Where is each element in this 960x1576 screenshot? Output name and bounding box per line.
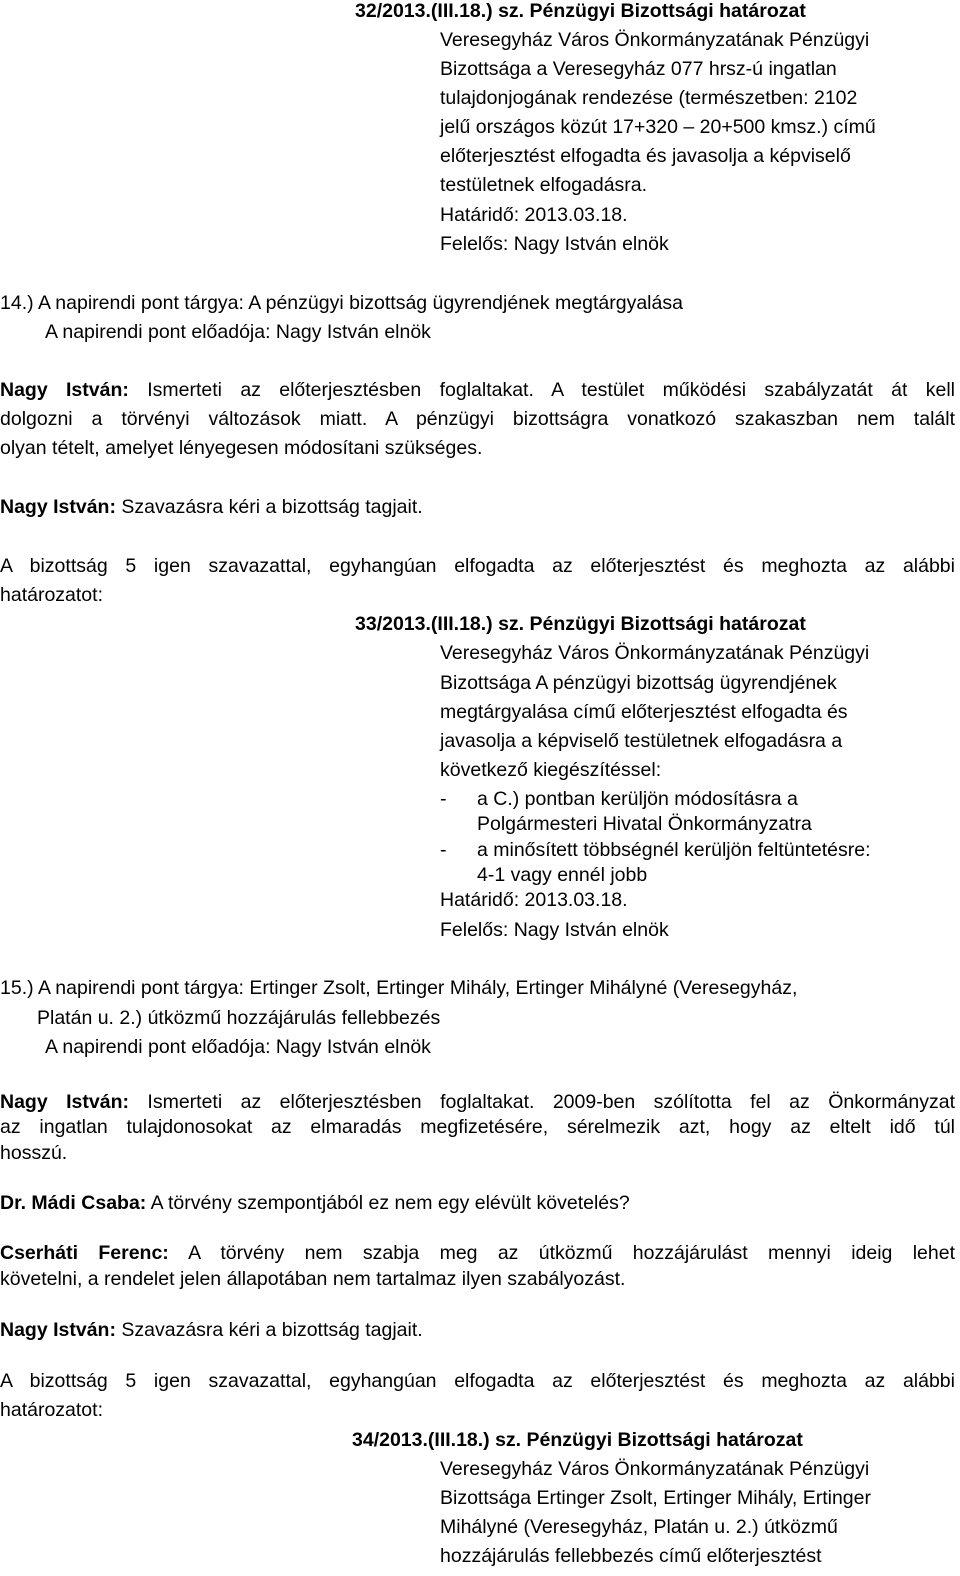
speaker-name: Nagy István: <box>0 1091 129 1113</box>
resolution-line: Mihályné (Veresegyház, Platán u. 2.) útközmű <box>440 1516 838 1538</box>
bullet-text: Polgármesteri Hivatal Önkormányzatra <box>477 813 812 835</box>
resolution-number: 33/2013.(III.18.) sz. <box>355 613 525 635</box>
speaker-paragraph <box>0 1240 955 1266</box>
paragraph-text: Ismerteti az előterjesztésben foglaltakat. 2009-ben szólította fel az Önkormányzat <box>147 1091 956 1113</box>
resolution-line: Veresegyház Város Önkormányzatának Pénzügyi <box>440 1458 870 1480</box>
resolution-line: Bizottsága Ertinger Zsolt, Ertinger Mihály, Ertinger <box>440 1487 871 1509</box>
speaker-name: Dr. Mádi Csaba: <box>0 1192 147 1214</box>
speaker-name: Nagy István: <box>0 1319 116 1341</box>
speaker-name: Nagy István: <box>0 496 116 518</box>
paragraph-line: az ingatlan tulajdonosokat az elmaradás megfizetésére, sérelmezik azt, hogy az eltelt idő túl <box>0 1116 955 1138</box>
paragraph-text: Szavazásra kéri a bizottság tagjait. <box>121 496 423 518</box>
vote-text: határozatot: <box>0 1399 103 1421</box>
agenda-item-subject: 14.) A napirendi pont tárgya: A pénzügyi bizottság ügyrendjének megtárgyalása <box>0 292 683 314</box>
resolution-title: Pénzügyi Bizottsági határozat <box>526 1429 803 1451</box>
resolution-line: következő kiegészítéssel: <box>440 759 662 781</box>
bullet-text: 4-1 vagy ennél jobb <box>477 864 648 886</box>
speaker-paragraph <box>0 1089 955 1115</box>
speaker-paragraph <box>0 1190 630 1216</box>
agenda-item-presenter: A napirendi pont előadója: Nagy István elnök <box>45 321 431 343</box>
resolution-line: megtárgyalása című előterjesztést elfogadta és <box>440 701 848 723</box>
bullet-dash: - <box>440 788 447 810</box>
resolution-title: Pénzügyi Bizottsági határozat <box>529 0 806 22</box>
resolution-heading <box>355 611 806 637</box>
resolution-heading <box>352 1427 803 1453</box>
agenda-item-subject: Platán u. 2.) útközmű hozzájárulás fellebbezés <box>37 1007 441 1029</box>
resolution-line: Bizottsága A pénzügyi bizottság ügyrendjének <box>440 672 837 694</box>
paragraph-text: Szavazásra kéri a bizottság tagjait. <box>121 1319 423 1341</box>
paragraph-text: Ismerteti az előterjesztésben foglaltakat. A testület működési szabályzatát át kell <box>147 379 956 401</box>
resolution-deadline: Határidő: 2013.03.18. <box>440 204 628 226</box>
resolution-deadline: Határidő: 2013.03.18. <box>440 889 628 911</box>
resolution-line: tulajdonjogának rendezése (természetben: 2102 <box>440 87 858 109</box>
resolution-line: Veresegyház Város Önkormányzatának Pénzügyi <box>440 642 870 664</box>
resolution-title: Pénzügyi Bizottsági határozat <box>529 613 806 635</box>
bullet-text: a minősített többségnél kerüljön feltüntetésre: <box>477 839 871 861</box>
resolution-line: előterjesztést elfogadta és javasolja a képviselő <box>440 145 851 167</box>
paragraph-line: dolgozni a törvényi változások miatt. A pénzügyi bizottságra vonatkozó szakaszban nem talált <box>0 408 955 430</box>
vote-text: A bizottság 5 igen szavazattal, egyhangúan elfogadta az előterjesztést és meghozta az alábbi <box>0 555 955 577</box>
paragraph-line: olyan tételt, amelyet lényegesen módosítani szükséges. <box>0 437 483 459</box>
bullet-dash: - <box>440 839 447 861</box>
speaker-name: Nagy István: <box>0 379 129 401</box>
resolution-heading <box>355 0 806 24</box>
speaker-paragraph <box>0 377 955 403</box>
resolution-line: testületnek elfogadásra. <box>440 174 648 196</box>
vote-text: határozatot: <box>0 584 103 606</box>
resolution-line: javasolja a képviselő testületnek elfogadásra a <box>440 730 843 752</box>
resolution-line: jelű országos közút 17+320 – 20+500 kmsz.) című <box>440 116 876 138</box>
agenda-item-subject: 15.) A napirendi pont tárgya: Ertinger Zsolt, Ertinger Mihály, Ertinger Mihályné (Veresegyház, <box>0 977 798 999</box>
resolution-line: hozzájárulás fellebbezés című előterjesztést <box>440 1545 822 1567</box>
resolution-number: 34/2013.(III.18.) sz. <box>352 1429 522 1451</box>
speaker-name: Cserháti Ferenc: <box>0 1242 169 1264</box>
resolution-line: Veresegyház Város Önkormányzatának Pénzügyi <box>440 29 870 51</box>
paragraph-text: A törvény szempontjából ez nem egy elévült követelés? <box>150 1192 630 1214</box>
resolution-number: 32/2013.(III.18.) sz. <box>355 0 525 22</box>
vote-text: A bizottság 5 igen szavazattal, egyhangúan elfogadta az előterjesztést és meghozta az alábbi <box>0 1370 955 1392</box>
resolution-responsible: Felelős: Nagy István elnök <box>440 919 669 941</box>
speaker-paragraph <box>0 494 423 520</box>
paragraph-text: A törvény nem szabja meg az útközmű hozzájárulást mennyi ideig lehet <box>188 1242 956 1264</box>
agenda-item-presenter: A napirendi pont előadója: Nagy István elnök <box>45 1036 431 1058</box>
bullet-text: a C.) pontban kerüljön módosításra a <box>477 788 798 810</box>
speaker-paragraph <box>0 1317 423 1343</box>
paragraph-line: követelni, a rendelet jelen állapotában nem tartalmaz ilyen szabályozást. <box>0 1268 626 1290</box>
paragraph-line: hosszú. <box>0 1142 68 1164</box>
resolution-line: Bizottsága a Veresegyház 077 hrsz-ú ingatlan <box>440 58 837 80</box>
resolution-responsible: Felelős: Nagy István elnök <box>440 233 669 255</box>
